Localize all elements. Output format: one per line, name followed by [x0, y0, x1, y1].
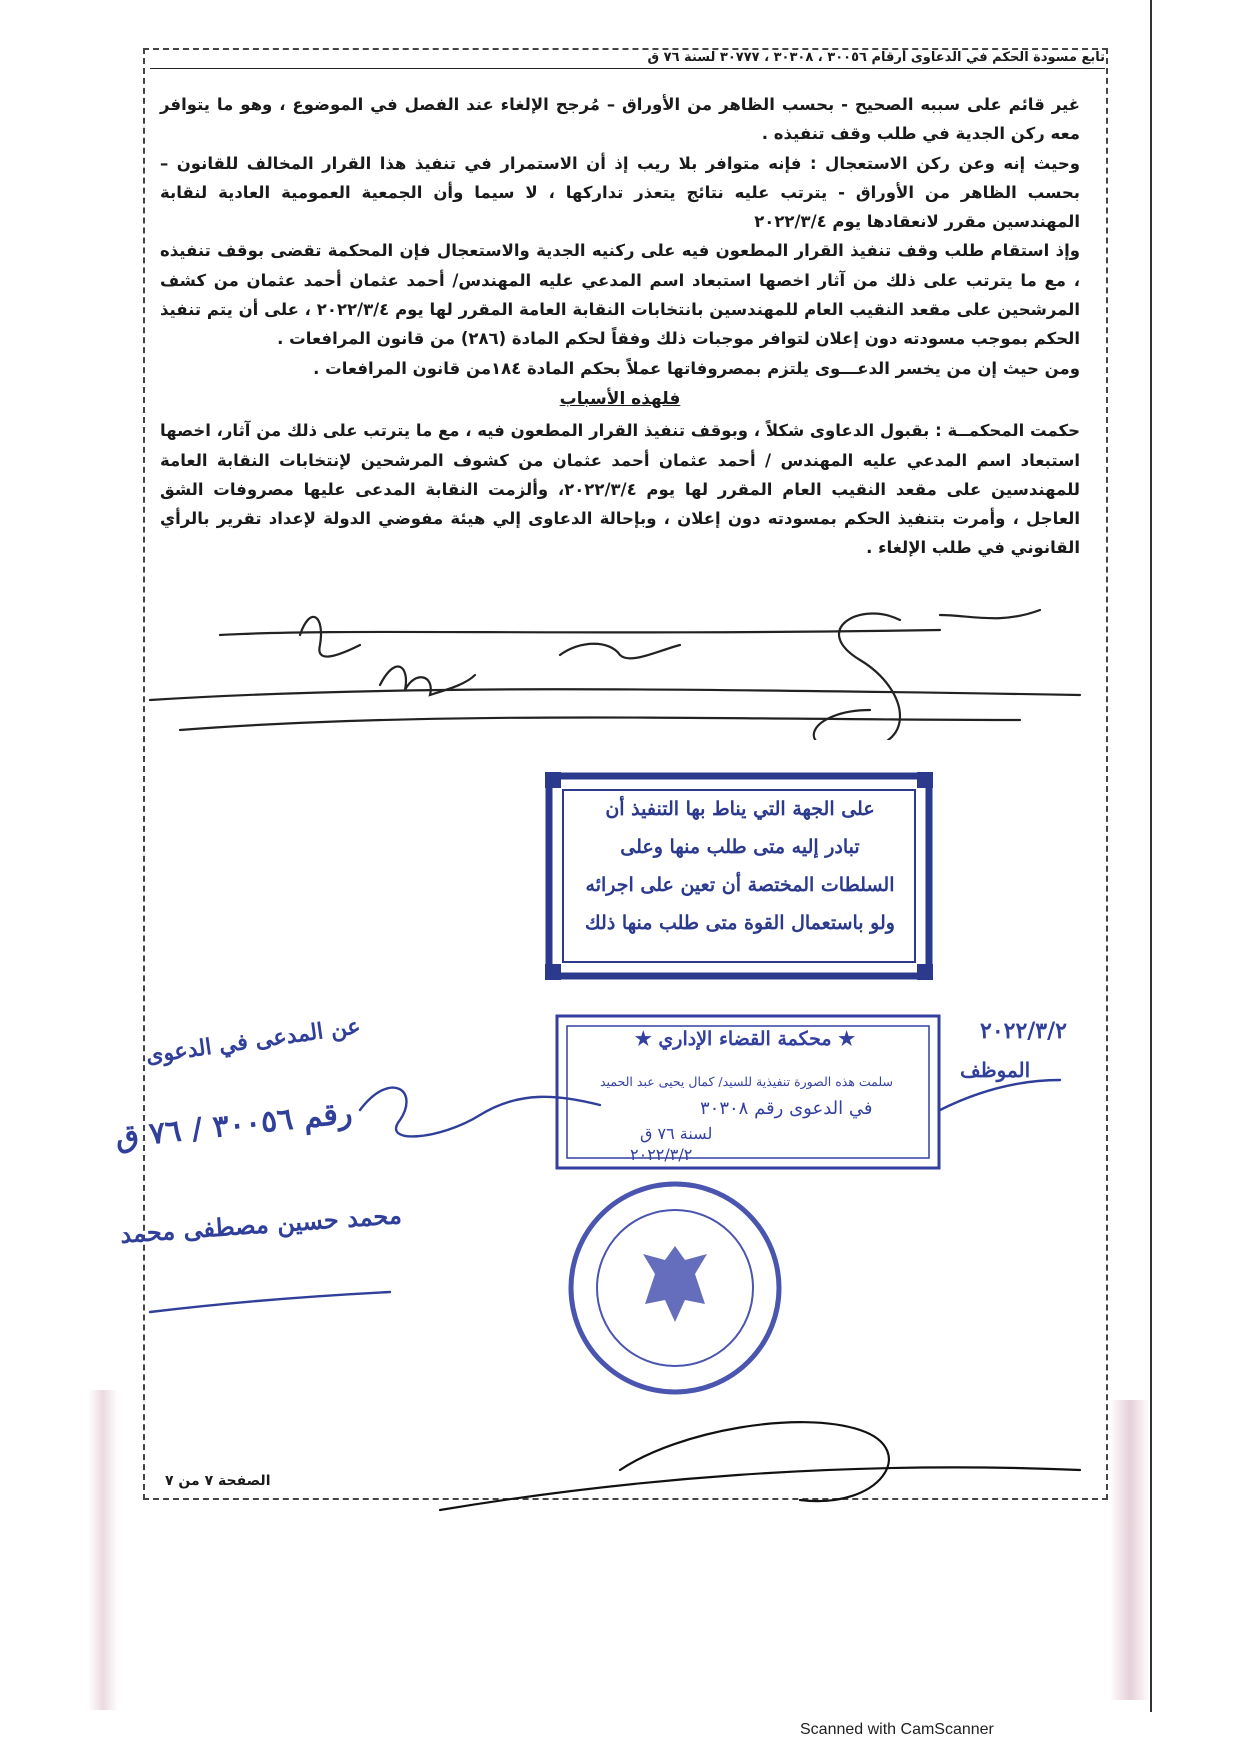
scan-shadow-left	[88, 1390, 118, 1710]
judges-signatures	[140, 600, 1100, 740]
signature-stroke	[560, 644, 680, 659]
handwritten-note: رقم ٣٠٠٥٦ / ٧٦ ق	[113, 1095, 354, 1156]
enforcement-line: تبادر إليه متى طلب منها وعلى	[620, 836, 860, 858]
scanner-watermark: Scanned with CamScanner	[800, 1721, 994, 1738]
handwritten-note: ٢٠٢٢/٣/٢	[980, 1018, 1067, 1044]
court-stamp-line: سلمت هذه الصورة تنفيذية للسيد/ كمال يحيى عبد الحميد	[600, 1074, 894, 1089]
ruling-lead: حكمت المحكمــة :	[935, 421, 1081, 441]
signature-stroke	[180, 718, 1020, 731]
paragraph-2	[160, 149, 1080, 237]
enforcement-line: على الجهة التي يناط بها التنفيذ أن	[605, 798, 875, 820]
urgency-lead: وحيث إنه وعن ركن الاستعجال :	[809, 153, 1081, 173]
signature-stroke	[814, 614, 900, 740]
court-stamp-title: ★ محكمة القضاء الإداري ★	[634, 1028, 856, 1050]
signature-stroke	[220, 630, 940, 635]
scan-border-line	[1150, 0, 1152, 1712]
paragraph-1: غير قائم على سببه الصحيح - بحسب الظاهر من الأوراق – مُرجح الإلغاء عند الفصل في الموضوع ، وهو ما يتوافر معه ركن الجدية في طلب وقف تنفيذه .	[160, 95, 1080, 144]
page-number: الصفحة ٧ من ٧	[165, 1473, 271, 1489]
eagle-emblem-icon	[643, 1246, 707, 1322]
urgency-text: فإنه متوافر بلا ريب إذ أن الاستمرار في تنفيذ هذا القرار المخالف للقانون – بحسب الظاهر من الأوراق - يترتب عليه نتائج يتعذر تداركها ، لا سيما وأن الجمعية العمومية العادية لنقابة المهندسين مقرر لانعقادها يوم ٢٠٢٢/٣/٤	[160, 153, 1080, 232]
signature-stroke	[150, 689, 1080, 700]
page-header: تابع مسودة الحكم في الدعاوى أرقام ٣٠٠٥٦ ، ٣٠٣٠٨ ، ٣٠٧٧٧ لسنة ٧٦ ق	[150, 50, 1105, 69]
handwritten-note: الموظف	[960, 1058, 1031, 1082]
enforcement-line: السلطات المختصة أن تعين على اجرائه	[585, 874, 895, 896]
handwritten-note: محمد حسين مصطفى محمد	[119, 1200, 403, 1249]
signature-stroke	[940, 610, 1040, 618]
scan-shadow-right	[1110, 1400, 1150, 1700]
court-stamp-line: ٢٠٢٢/٣/٢	[630, 1145, 693, 1164]
court-stamp-line: في الدعوى رقم ٣٠٣٠٨	[700, 1098, 873, 1119]
state-seal	[563, 1176, 788, 1401]
handwritten-note: عن المدعى في الدعوى	[144, 1013, 363, 1069]
judgment-body	[160, 90, 1080, 563]
section-heading: فلهذه الأسباب	[559, 388, 681, 409]
paragraph-3: وإذ استقام طلب وقف تنفيذ القرار المطعون فيه على ركنيه الجدية والاستعجال فإن المحكمة تقضى بوقف تنفيذه ، مع ما يترتب على ذلك من آثار اخصها استبعاد اسم المدعي عليه المهندس/ أحمد عثمان أحمد عثمان من كشف المرشحين على مقعد النقيب العام للمهندسين بانتخابات النقابة العامة المقرر لها يوم ٢٠٢٢/٣/٤ ، على أن يتم تنفيذ الحكم بموجب مسودته دون إعلان لتوافر موجبات ذلك وفقاً لحكم المادة (٢٨٦) من قانون المرافعات .	[160, 241, 1080, 349]
enforcement-line: ولو باستعمال القوة متى طلب منها ذلك	[585, 912, 895, 934]
court-stamp-line: لسنة ٧٦ ق	[640, 1124, 713, 1143]
paragraph-5	[160, 416, 1080, 562]
paragraph-4: ومن حيث إن من يخسر الدعـــوى يلتزم بمصروفاتها عملاً بحكم المادة ١٨٤من قانون المرافعات .	[313, 358, 1080, 378]
signature-stroke	[300, 617, 360, 657]
enforcement-stamp-text	[575, 790, 905, 942]
ruling-text: بقبول الدعاوى شكلاً ، وبوقف تنفيذ القرار المطعون فيه ، مع ما يترتب على ذلك من آثار، اخصها استبعاد اسم المدعي عليه المهندس / أحمد عثمان أحمد عثمان من كشوف المرشحين لإنتخابات النقابة العامة للمهندسين على مقعد النقيب العام المقرر لها يوم ٢٠٢٢/٣/٤، وألزمت النقابة المدعى عليها مصروفات الشق العاجل ، وأمرت بتنفيذ الحكم بمسودته دون إعلان ، وبإحالة الدعاوى إلي هيئة مفوضي الدولة لإعداد تقرير بالرأي القانوني في طلب الإلغاء .	[160, 421, 1081, 558]
